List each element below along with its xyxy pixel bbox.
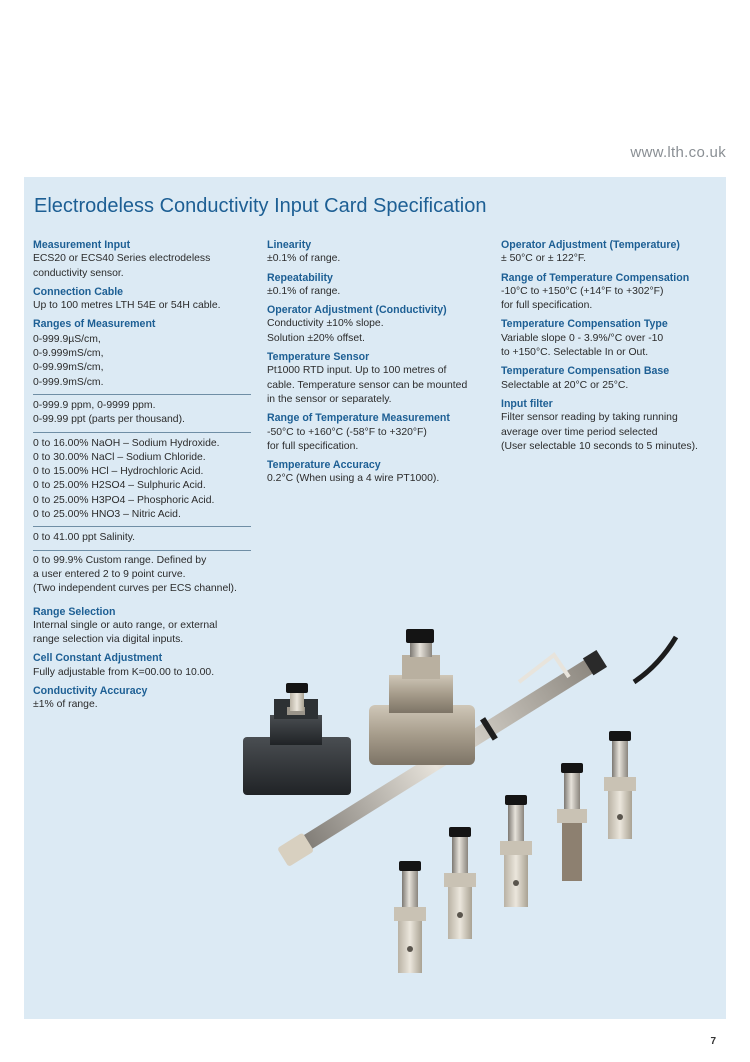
spec-panel <box>24 177 726 1019</box>
spec-line: range selection via digital inputs. <box>33 634 184 646</box>
section-heading: Ranges of Measurement <box>33 318 156 331</box>
repeatability-section <box>267 271 487 300</box>
spec-line: ±0.1% of range. <box>267 285 341 297</box>
temp-comp-range-section <box>501 271 721 314</box>
ranges-section <box>33 317 251 600</box>
page-title: Electrodeless Conductivity Input Card Specification <box>34 195 487 217</box>
section-heading: Range of Temperature Compensation <box>501 271 690 284</box>
section-heading: Temperature Compensation Type <box>501 318 668 331</box>
spec-line: 0 to 25.00% HNO3 – Nitric Acid. <box>33 509 181 521</box>
spec-line: a user entered 2 to 9 point curve. <box>33 568 186 580</box>
spec-line: 0 to 41.00 ppt Salinity. <box>33 532 136 544</box>
section-heading: Linearity <box>267 239 312 251</box>
conductivity-accuracy-section <box>33 684 251 713</box>
spec-line: Fully adjustable from K=00.00 to 10.00. <box>33 666 215 678</box>
temperature-sensor-section <box>267 350 487 407</box>
section-heading: Repeatability <box>267 271 333 284</box>
section-heading: Input filter <box>501 397 553 410</box>
spec-line: Pt1000 RTD input. Up to 100 metres of <box>267 365 447 377</box>
range-block <box>33 396 251 433</box>
spec-line: conductivity sensor. <box>33 267 124 279</box>
spec-line: to +150°C. Selectable In or Out. <box>501 347 649 359</box>
input-filter-section <box>501 397 721 454</box>
temperature-accuracy-section <box>267 458 487 487</box>
spec-line: ±0.1% of range. <box>267 253 341 265</box>
spec-line: Conductivity ±10% slope. <box>267 318 384 330</box>
temp-comp-type-section <box>501 317 721 360</box>
section-heading: Cell Constant Adjustment <box>33 652 163 665</box>
spec-line: Up to 100 metres LTH 54E or 54H cable. <box>33 300 221 312</box>
temperature-range-section <box>267 411 487 454</box>
section-heading: Temperature Sensor <box>267 351 370 364</box>
spec-line: 0 to 30.00% NaCl – Sodium Chloride. <box>33 451 206 463</box>
connection-cable-section <box>33 285 251 314</box>
sensor-3 <box>500 795 532 907</box>
spec-line: ± 50°C or ± 122°F. <box>501 253 586 265</box>
spec-line: cable. Temperature sensor can be mounted <box>267 379 468 391</box>
spec-line: Internal single or auto range, or external <box>33 619 218 631</box>
section-heading: Connection Cable <box>33 285 124 298</box>
section-heading: Temperature Accuracy <box>267 459 381 472</box>
spec-line: 0-99.99mS/cm, <box>33 362 104 374</box>
range-selection-section <box>33 605 251 648</box>
section-heading: Measurement Input <box>33 239 131 251</box>
spec-line: 0-9.999mS/cm, <box>33 348 104 360</box>
spec-line: average over time period selected <box>501 426 658 438</box>
temp-comp-base-section <box>501 364 721 393</box>
spec-line: Variable slope 0 - 3.9%/°C over -10 <box>501 332 664 344</box>
spec-line: for full specification. <box>501 300 593 312</box>
range-block <box>33 434 251 528</box>
sensor-4 <box>557 763 587 881</box>
sensor-1 <box>394 861 426 973</box>
spec-line: 0 to 25.00% H3PO4 – Phosphoric Acid. <box>33 494 215 506</box>
spec-line: 0-999.9 ppm, 0-9999 ppm. <box>33 399 156 411</box>
spec-line: 0 to 99.9% Custom range. Defined by <box>33 554 207 566</box>
spec-column-1 <box>33 238 251 717</box>
section-heading: Temperature Compensation Base <box>501 365 670 378</box>
website-url: www.lth.co.uk <box>630 144 726 161</box>
spec-line: in the sensor or separately. <box>267 393 392 405</box>
section-heading: Conductivity Accuracy <box>33 685 148 698</box>
linearity-section <box>267 238 487 267</box>
spec-line: 0 to 25.00% H2SO4 – Sulphuric Acid. <box>33 480 206 492</box>
spec-line: ECS20 or ECS40 Series electrodeless <box>33 253 211 265</box>
spec-line: for full specification. <box>267 440 359 452</box>
sensor-2 <box>444 827 476 939</box>
spec-line: -10°C to +150°C (+14°F to +302°F) <box>501 285 664 297</box>
spec-line: ±1% of range. <box>33 699 98 711</box>
spec-line: -50°C to +160°C (-58°F to +320°F) <box>267 426 427 438</box>
spec-line: Filter sensor reading by taking running <box>501 412 678 424</box>
range-block <box>33 528 251 550</box>
spec-line: 0-999.9mS/cm. <box>33 376 104 388</box>
section-heading: Range Selection <box>33 605 116 618</box>
spec-column-3 <box>501 238 721 458</box>
measurement-input-section <box>33 238 251 281</box>
spec-line: 0 to 15.00% HCl – Hydrochloric Acid. <box>33 466 204 478</box>
range-block <box>33 333 251 395</box>
operator-adjustment-section <box>267 303 487 346</box>
section-heading: Operator Adjustment (Temperature) <box>501 239 680 251</box>
spec-line: Selectable at 20°C or 25°C. <box>501 379 629 391</box>
page-number: 7 <box>710 1036 716 1047</box>
spec-line: 0.2°C (When using a 4 wire PT1000). <box>267 473 440 485</box>
spec-line: Solution ±20% offset. <box>267 332 365 344</box>
sensor-5 <box>604 731 636 839</box>
spec-line: 0-99.99 ppt (parts per thousand). <box>33 414 185 426</box>
black-tee-fitting <box>243 683 351 795</box>
spec-line: (Two independent curves per ECS channel). <box>33 583 237 595</box>
operator-adjustment-temp-section <box>501 238 721 267</box>
spec-line: 0-999.9µS/cm, <box>33 333 101 345</box>
spec-line: (User selectable 10 seconds to 5 minutes). <box>501 440 698 452</box>
cell-constant-section <box>33 651 251 680</box>
steel-tee-fitting <box>369 629 475 765</box>
range-block <box>33 551 251 601</box>
section-heading: Operator Adjustment (Conductivity) <box>267 304 447 317</box>
section-heading: Range of Temperature Measurement <box>267 412 450 425</box>
spec-line: 0 to 16.00% NaOH – Sodium Hydroxide. <box>33 437 220 449</box>
spec-column-2 <box>267 238 487 491</box>
